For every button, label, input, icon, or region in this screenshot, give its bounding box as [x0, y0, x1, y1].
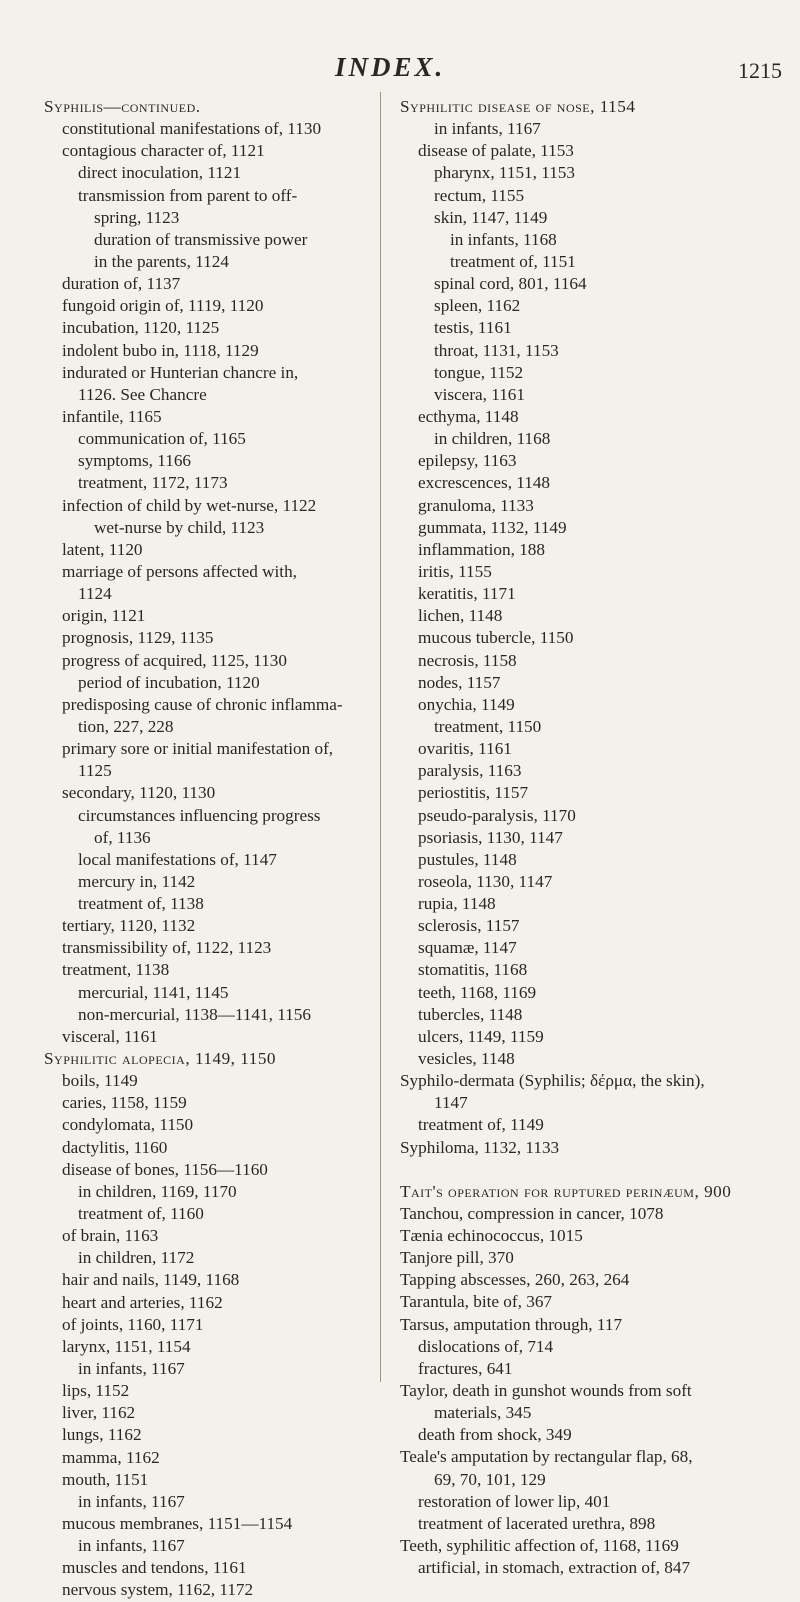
index-entry: Tænia echinococcus, 1015	[400, 1226, 583, 1246]
index-entry: Syphilis—continued.	[44, 97, 201, 116]
index-subentry: lips, 1152	[62, 1381, 130, 1401]
index-subentry: marriage of persons affected with,	[62, 561, 297, 581]
index-subentry: non-mercurial, 1138—1141, 1156	[78, 1004, 311, 1024]
index-subentry: dactylitis, 1160	[62, 1137, 168, 1157]
index-subentry: treatment of lacerated urethra, 898	[418, 1513, 656, 1533]
index-subentry: secondary, 1120, 1130	[62, 783, 216, 803]
index-subentry: mucous membranes, 1151—1154	[62, 1514, 293, 1533]
index-subentry: spring, 1123	[94, 207, 180, 227]
index-entry: Tait's operation for ruptured perinæum, 900	[400, 1181, 732, 1201]
index-subentry: prognosis, 1129, 1135	[62, 628, 214, 648]
index-subentry: of, 1136	[94, 827, 151, 847]
index-subentry: sclerosis, 1157	[418, 916, 520, 936]
index-subentry: duration of transmissive power	[94, 229, 308, 249]
index-subentry: larynx, 1151, 1154	[62, 1336, 191, 1356]
page-header	[0, 52, 800, 92]
index-subentry: viscera, 1161	[434, 384, 525, 404]
index-subentry: local manifestations of, 1147	[78, 849, 277, 869]
index-subentry: periostitis, 1157	[418, 783, 529, 803]
index-subentry: necrosis, 1158	[418, 650, 517, 670]
index-subentry: mercury in, 1142	[78, 871, 196, 891]
index-subentry: gummata, 1132, 1149	[418, 517, 567, 537]
index-entry: Tanjore pill, 370	[400, 1248, 514, 1268]
index-subentry: progress of acquired, 1125, 1130	[62, 650, 287, 670]
index-subentry: symptoms, 1166	[78, 451, 192, 471]
index-subentry: pharynx, 1151, 1153	[434, 163, 575, 183]
index-subentry: treatment, 1150	[434, 716, 542, 736]
index-subentry: in infants, 1167	[78, 1491, 185, 1511]
index-subentry: throat, 1131, 1153	[434, 340, 559, 360]
index-subentry: incubation, 1120, 1125	[62, 318, 220, 338]
index-subentry: heart and arteries, 1162	[62, 1292, 223, 1312]
index-subentry: rectum, 1155	[434, 185, 525, 205]
index-subentry: circumstances influencing progress	[78, 805, 321, 825]
index-subentry: iritis, 1155	[418, 561, 492, 581]
index-subentry: ovaritis, 1161	[418, 739, 512, 759]
index-subentry: boils, 1149	[62, 1071, 138, 1091]
index-subentry: 1126. See Chancre	[78, 384, 207, 404]
index-subentry: in children, 1169, 1170	[78, 1181, 237, 1201]
index-subentry: muscles and tendons, 1161	[62, 1558, 247, 1578]
index-subentry: 69, 70, 101, 129	[434, 1469, 546, 1489]
index-subentry: of brain, 1163	[62, 1226, 159, 1246]
index-subentry: predisposing cause of chronic inflamma-	[62, 694, 343, 714]
index-subentry: treatment, 1172, 1173	[78, 473, 228, 493]
index-subentry: spleen, 1162	[434, 296, 521, 316]
index-subentry: infection of child by wet-nurse, 1122	[62, 495, 317, 515]
index-subentry: dislocations of, 714	[418, 1336, 554, 1356]
index-subentry: treatment of, 1138	[78, 894, 204, 914]
index-subentry: 1124	[78, 584, 112, 604]
index-subentry: in the parents, 1124	[94, 251, 229, 271]
index-subentry: latent, 1120	[62, 539, 143, 559]
index-subentry: visceral, 1161	[62, 1026, 158, 1046]
index-subentry: ulcers, 1149, 1159	[418, 1026, 544, 1046]
index-subentry: vesicles, 1148	[418, 1049, 515, 1069]
index-subentry: fungoid origin of, 1119, 1120	[62, 296, 264, 316]
index-subentry: epilepsy, 1163	[418, 451, 517, 471]
index-subentry: fractures, 641	[418, 1358, 513, 1378]
index-subentry: excrescences, 1148	[418, 473, 551, 493]
index-entry: Teeth, syphilitic affection of, 1168, 1169	[400, 1536, 679, 1555]
index-subentry: caries, 1158, 1159	[62, 1093, 187, 1113]
index-subentry: origin, 1121	[62, 606, 146, 626]
index-subentry: death from shock, 349	[418, 1425, 572, 1445]
index-subentry: direct inoculation, 1121	[78, 163, 242, 183]
index-subentry: constitutional manifestations of, 1130	[62, 119, 322, 139]
index-subentry: 1147	[434, 1093, 468, 1113]
index-subentry: onychia, 1149	[418, 694, 515, 714]
index-subentry: in children, 1172	[78, 1248, 195, 1268]
index-subentry: stomatitis, 1168	[418, 960, 528, 980]
index-subentry: skin, 1147, 1149	[434, 207, 548, 227]
index-column-right	[400, 96, 790, 1579]
index-subentry: granuloma, 1133	[418, 495, 534, 515]
index-subentry: ecthyma, 1148	[418, 406, 519, 426]
index-subentry: restoration of lower lip, 401	[418, 1491, 611, 1511]
index-subentry: liver, 1162	[62, 1403, 136, 1423]
index-subentry: lichen, 1148	[418, 606, 503, 626]
index-subentry: nervous system, 1162, 1172	[62, 1580, 254, 1600]
index-entry: Tarantula, bite of, 367	[400, 1292, 553, 1312]
index-subentry: nodes, 1157	[418, 672, 501, 692]
index-entry: Tarsus, amputation through, 117	[400, 1314, 623, 1334]
index-subentry: spinal cord, 801, 1164	[434, 274, 587, 294]
index-subentry: period of incubation, 1120	[78, 672, 260, 692]
index-subentry: lungs, 1162	[62, 1425, 142, 1445]
index-subentry: disease of bones, 1156—1160	[62, 1159, 268, 1179]
index-subentry: condylomata, 1150	[62, 1115, 194, 1135]
index-subentry: tongue, 1152	[434, 362, 524, 382]
index-subentry: mercurial, 1141, 1145	[78, 982, 229, 1002]
index-subentry: artificial, in stomach, extraction of, 847	[418, 1558, 691, 1578]
index-subentry: of joints, 1160, 1171	[62, 1314, 204, 1334]
index-subentry: in infants, 1167	[78, 1359, 185, 1379]
index-subentry: transmission from parent to off-	[78, 185, 298, 205]
index-entry: Tanchou, compression in cancer, 1078	[400, 1203, 664, 1223]
section-gap	[400, 1159, 790, 1181]
index-subentry: infantile, 1165	[62, 406, 162, 426]
index-subentry: testis, 1161	[434, 318, 512, 338]
index-subentry: 1125	[78, 761, 112, 781]
index-subentry: materials, 345	[434, 1403, 532, 1423]
index-subentry: treatment, 1138	[62, 960, 170, 980]
index-subentry: pseudo-paralysis, 1170	[418, 805, 576, 825]
index-entry: Teale's amputation by rectangular flap, 68,	[400, 1447, 693, 1467]
index-subentry: disease of palate, 1153	[418, 141, 574, 161]
index-subentry: paralysis, 1163	[418, 761, 522, 781]
index-entry: Taylor, death in gunshot wounds from soft	[400, 1381, 692, 1401]
index-subentry: psoriasis, 1130, 1147	[418, 827, 563, 847]
index-subentry: pustules, 1148	[418, 849, 517, 869]
page-title: INDEX.	[335, 52, 446, 82]
index-subentry: treatment of, 1160	[78, 1204, 204, 1224]
index-subentry: wet-nurse by child, 1123	[94, 517, 265, 537]
index-subentry: treatment of, 1151	[450, 251, 576, 271]
index-subentry: tubercles, 1148	[418, 1004, 523, 1024]
index-subentry: communication of, 1165	[78, 429, 246, 449]
index-subentry: transmissibility of, 1122, 1123	[62, 938, 272, 958]
index-subentry: tertiary, 1120, 1132	[62, 916, 196, 936]
column-divider	[380, 92, 381, 1382]
index-entry: Tapping abscesses, 260, 263, 264	[400, 1270, 630, 1290]
index-subentry: in infants, 1167	[434, 119, 541, 139]
index-subentry: tion, 227, 228	[78, 716, 174, 736]
index-subentry: mouth, 1151	[62, 1469, 149, 1489]
index-column-left	[44, 96, 374, 1602]
index-subentry: hair and nails, 1149, 1168	[62, 1270, 240, 1290]
index-subentry: roseola, 1130, 1147	[418, 871, 553, 891]
index-subentry: indolent bubo in, 1118, 1129	[62, 340, 259, 360]
index-subentry: inflammation, 188	[418, 539, 545, 559]
index-subentry: treatment of, 1149	[418, 1115, 544, 1135]
index-subentry: teeth, 1168, 1169	[418, 982, 537, 1002]
index-subentry: indurated or Hunterian chancre in,	[62, 362, 299, 382]
index-subentry: in children, 1168	[434, 429, 551, 449]
page-number: 1215	[738, 58, 782, 83]
index-subentry: rupia, 1148	[418, 894, 496, 914]
index-subentry: mamma, 1162	[62, 1447, 160, 1467]
index-subentry: in infants, 1168	[450, 229, 557, 249]
index-entry: Syphilitic alopecia, 1149, 1150	[44, 1049, 277, 1069]
index-subentry: contagious character of, 1121	[62, 141, 265, 161]
index-subentry: mucous tubercle, 1150	[418, 628, 574, 648]
index-subentry: primary sore or initial manifestation of,	[62, 739, 334, 759]
index-subentry: duration of, 1137	[62, 274, 181, 294]
index-subentry: squamæ, 1147	[418, 938, 517, 958]
index-entry: Syphilitic disease of nose, 1154	[400, 97, 636, 116]
index-subentry: in infants, 1167	[78, 1536, 185, 1556]
index-subentry: keratitis, 1171	[418, 584, 516, 604]
index-entry: Syphiloma, 1132, 1133	[400, 1137, 560, 1157]
index-entry: Syphilo-dermata (Syphilis; δέρμα, the skin),	[400, 1071, 705, 1091]
